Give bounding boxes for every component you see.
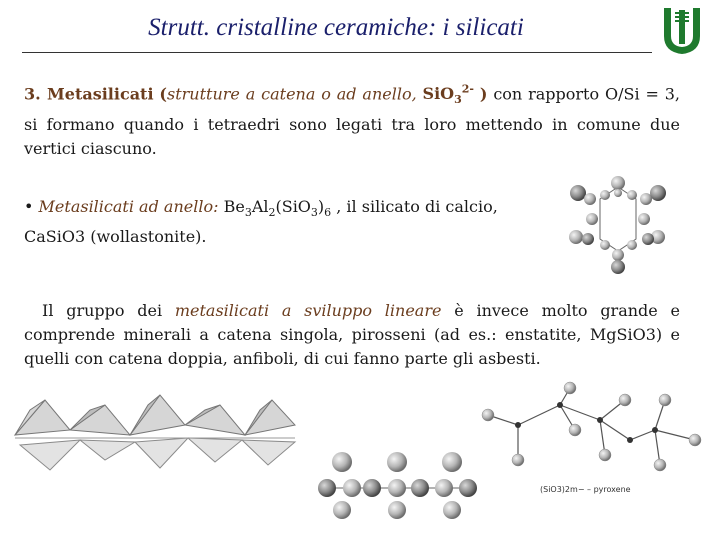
title-divider xyxy=(22,52,652,53)
ring-label: Metasilicati ad anello: xyxy=(38,197,219,216)
formula-al: Al xyxy=(251,197,269,216)
formula-close: ) xyxy=(317,197,325,216)
formula-sio-sub: 3 xyxy=(310,206,318,220)
formula-sub: 3 xyxy=(454,93,462,107)
beryl-formula xyxy=(223,197,332,220)
ball-chain-figure xyxy=(312,450,487,520)
formula-al-sub: 2 xyxy=(268,206,276,220)
formula-sio: (SiO xyxy=(275,197,311,216)
tetrahedra-chain-figure xyxy=(10,380,300,480)
formula-charge: 2- xyxy=(461,83,475,96)
ring-metasilicati xyxy=(24,195,554,249)
linear-metasilicati xyxy=(24,299,680,371)
ring-structure-figure xyxy=(560,175,672,275)
formula-base: SiO xyxy=(422,84,455,104)
metasilicati-intro xyxy=(24,78,680,161)
linear-emphasis: metasilicati a sviluppo lineare xyxy=(174,301,442,320)
section-description: strutture a catena o ad anello, xyxy=(166,84,423,104)
section-heading: 3. Metasilicati xyxy=(24,84,154,104)
formula-be: Be xyxy=(223,197,245,216)
intro-text: con rapporto O/Si = 3, si formano quando i tetraedri sono legati tra loro mettendo in comune due vertici ciascuno. xyxy=(24,84,680,158)
paren-open: ( xyxy=(159,84,167,104)
formula-be-sub: 3 xyxy=(244,206,252,220)
ring-text: , il silicato di calcio, CaSiO3 (wollastonite). xyxy=(24,197,498,247)
formula xyxy=(422,83,475,107)
pyroxene-chain-figure xyxy=(470,380,705,515)
page-title: Strutt. cristalline ceramiche: i silicati xyxy=(148,14,524,41)
pyroxene-label: (SiO3)2m− – pyroxene xyxy=(540,485,631,494)
formula-n-sub: 6 xyxy=(324,206,332,220)
bullet: • xyxy=(24,197,34,216)
linear-text-after: è invece molto grande e comprende minerali a catena singola, pirosseni (ad es.: enstatite, MgSiO3) e quelli con catena doppia, anfiboli, di cui fanno parte gli asbesti. xyxy=(24,301,680,368)
paren-close: ) xyxy=(479,84,488,104)
university-logo xyxy=(660,6,704,56)
linear-text-before: Il gruppo dei xyxy=(42,301,175,320)
